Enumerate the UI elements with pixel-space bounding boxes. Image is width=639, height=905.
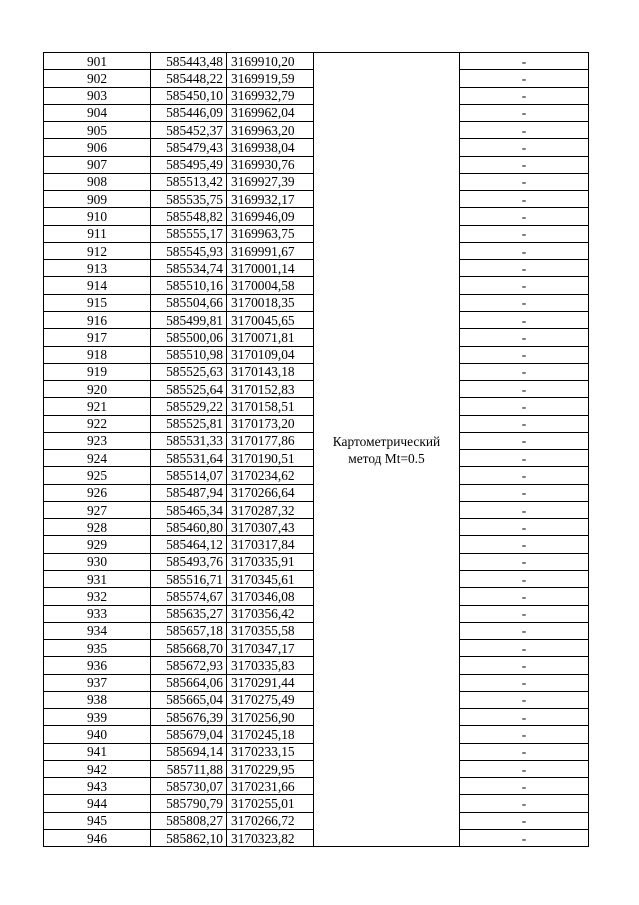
x-coordinate-cell: 585657,18 [151,622,227,639]
point-number-cell: 939 [44,709,151,726]
accuracy-cell: - [460,156,589,173]
point-number-cell: 931 [44,570,151,587]
x-coordinate-cell: 585443,48 [151,53,227,70]
point-number-cell: 940 [44,726,151,743]
accuracy-cell: - [460,104,589,121]
y-coordinate-cell: 3169932,17 [227,191,314,208]
x-coordinate-cell: 585531,64 [151,450,227,467]
x-coordinate-cell: 585555,17 [151,225,227,242]
y-coordinate-cell: 3170109,04 [227,346,314,363]
accuracy-cell: - [460,208,589,225]
accuracy-cell: - [460,743,589,760]
x-coordinate-cell: 585635,27 [151,605,227,622]
accuracy-cell: - [460,398,589,415]
point-number-cell: 913 [44,260,151,277]
y-coordinate-cell: 3170345,61 [227,570,314,587]
accuracy-cell: - [460,691,589,708]
y-coordinate-cell: 3170190,51 [227,450,314,467]
point-number-cell: 928 [44,519,151,536]
point-number-cell: 912 [44,242,151,259]
accuracy-cell: - [460,536,589,553]
x-coordinate-cell: 585862,10 [151,829,227,846]
x-coordinate-cell: 585479,43 [151,139,227,156]
accuracy-cell: - [460,173,589,190]
point-number-cell: 918 [44,346,151,363]
x-coordinate-cell: 585510,16 [151,277,227,294]
accuracy-cell: - [460,829,589,846]
y-coordinate-cell: 3170001,14 [227,260,314,277]
point-number-cell: 922 [44,415,151,432]
y-coordinate-cell: 3170229,95 [227,760,314,777]
point-number-cell: 908 [44,173,151,190]
x-coordinate-cell: 585460,80 [151,519,227,536]
point-number-cell: 946 [44,829,151,846]
accuracy-cell: - [460,415,589,432]
accuracy-cell: - [460,381,589,398]
x-coordinate-cell: 585495,49 [151,156,227,173]
x-coordinate-cell: 585493,76 [151,553,227,570]
x-coordinate-cell: 585487,94 [151,484,227,501]
x-coordinate-cell: 585510,98 [151,346,227,363]
y-coordinate-cell: 3169938,04 [227,139,314,156]
x-coordinate-cell: 585694,14 [151,743,227,760]
accuracy-cell: - [460,588,589,605]
y-coordinate-cell: 3170256,90 [227,709,314,726]
accuracy-cell: - [460,294,589,311]
accuracy-cell: - [460,311,589,328]
x-coordinate-cell: 585464,12 [151,536,227,553]
point-number-cell: 936 [44,657,151,674]
accuracy-cell: - [460,778,589,795]
accuracy-cell: - [460,329,589,346]
y-coordinate-cell: 3169962,04 [227,104,314,121]
y-coordinate-cell: 3170291,44 [227,674,314,691]
point-number-cell: 906 [44,139,151,156]
accuracy-cell: - [460,674,589,691]
x-coordinate-cell: 585500,06 [151,329,227,346]
x-coordinate-cell: 585574,67 [151,588,227,605]
x-coordinate-cell: 585545,93 [151,242,227,259]
y-coordinate-cell: 3170233,15 [227,743,314,760]
x-coordinate-cell: 585529,22 [151,398,227,415]
y-coordinate-cell: 3170071,81 [227,329,314,346]
x-coordinate-cell: 585448,22 [151,70,227,87]
x-coordinate-cell: 585679,04 [151,726,227,743]
y-coordinate-cell: 3169910,20 [227,53,314,70]
point-number-cell: 925 [44,467,151,484]
accuracy-cell: - [460,501,589,518]
y-coordinate-cell: 3170234,62 [227,467,314,484]
y-coordinate-cell: 3169963,75 [227,225,314,242]
y-coordinate-cell: 3170346,08 [227,588,314,605]
x-coordinate-cell: 585452,37 [151,122,227,139]
x-coordinate-cell: 585790,79 [151,795,227,812]
y-coordinate-cell: 3170004,58 [227,277,314,294]
x-coordinate-cell: 585531,33 [151,432,227,449]
coordinates-table-body [44,53,589,847]
y-coordinate-cell: 3170266,64 [227,484,314,501]
table-row [44,53,589,70]
accuracy-cell: - [460,225,589,242]
point-number-cell: 942 [44,760,151,777]
point-number-cell: 938 [44,691,151,708]
point-number-cell: 903 [44,87,151,104]
y-coordinate-cell: 3170355,58 [227,622,314,639]
accuracy-cell: - [460,122,589,139]
point-number-cell: 915 [44,294,151,311]
y-coordinate-cell: 3170287,32 [227,501,314,518]
y-coordinate-cell: 3170158,51 [227,398,314,415]
method-label-line2: метод Mt=0.5 [348,450,425,466]
x-coordinate-cell: 585730,07 [151,778,227,795]
accuracy-cell: - [460,657,589,674]
y-coordinate-cell: 3170255,01 [227,795,314,812]
accuracy-cell: - [460,242,589,259]
point-number-cell: 910 [44,208,151,225]
point-number-cell: 927 [44,501,151,518]
x-coordinate-cell: 585665,04 [151,691,227,708]
y-coordinate-cell: 3170173,20 [227,415,314,432]
x-coordinate-cell: 585668,70 [151,640,227,657]
y-coordinate-cell: 3170231,66 [227,778,314,795]
y-coordinate-cell: 3170347,17 [227,640,314,657]
x-coordinate-cell: 585446,09 [151,104,227,121]
y-coordinate-cell: 3169930,76 [227,156,314,173]
y-coordinate-cell: 3169946,09 [227,208,314,225]
y-coordinate-cell: 3170245,18 [227,726,314,743]
y-coordinate-cell: 3170307,43 [227,519,314,536]
point-number-cell: 905 [44,122,151,139]
x-coordinate-cell: 585516,71 [151,570,227,587]
point-number-cell: 916 [44,311,151,328]
point-number-cell: 921 [44,398,151,415]
point-number-cell: 920 [44,381,151,398]
point-number-cell: 911 [44,225,151,242]
point-number-cell: 933 [44,605,151,622]
y-coordinate-cell: 3170317,84 [227,536,314,553]
x-coordinate-cell: 585514,07 [151,467,227,484]
y-coordinate-cell: 3169919,59 [227,70,314,87]
y-coordinate-cell: 3170152,83 [227,381,314,398]
point-number-cell: 941 [44,743,151,760]
x-coordinate-cell: 585513,42 [151,173,227,190]
x-coordinate-cell: 585504,66 [151,294,227,311]
point-number-cell: 904 [44,104,151,121]
method-label-line1: Картометрический [332,433,441,449]
point-number-cell: 932 [44,588,151,605]
y-coordinate-cell: 3170275,49 [227,691,314,708]
x-coordinate-cell: 585525,64 [151,381,227,398]
accuracy-cell: - [460,53,589,70]
accuracy-cell: - [460,277,589,294]
accuracy-cell: - [460,570,589,587]
x-coordinate-cell: 585525,81 [151,415,227,432]
point-number-cell: 944 [44,795,151,812]
point-number-cell: 943 [44,778,151,795]
x-coordinate-cell: 585534,74 [151,260,227,277]
x-coordinate-cell: 585525,63 [151,363,227,380]
point-number-cell: 901 [44,53,151,70]
accuracy-cell: - [460,70,589,87]
y-coordinate-cell: 3170143,18 [227,363,314,380]
point-number-cell: 945 [44,812,151,829]
y-coordinate-cell: 3169991,67 [227,242,314,259]
point-number-cell: 934 [44,622,151,639]
accuracy-cell: - [460,87,589,104]
x-coordinate-cell: 585535,75 [151,191,227,208]
point-number-cell: 909 [44,191,151,208]
accuracy-cell: - [460,260,589,277]
accuracy-cell: - [460,519,589,536]
x-coordinate-cell: 585465,34 [151,501,227,518]
y-coordinate-cell: 3170356,42 [227,605,314,622]
coordinates-table [43,52,589,847]
y-coordinate-cell: 3170045,65 [227,311,314,328]
accuracy-cell: - [460,726,589,743]
x-coordinate-cell: 585711,88 [151,760,227,777]
y-coordinate-cell: 3169932,79 [227,87,314,104]
accuracy-cell: - [460,191,589,208]
accuracy-cell: - [460,139,589,156]
accuracy-cell: - [460,605,589,622]
point-number-cell: 935 [44,640,151,657]
x-coordinate-cell: 585548,82 [151,208,227,225]
point-number-cell: 914 [44,277,151,294]
x-coordinate-cell: 585664,06 [151,674,227,691]
y-coordinate-cell: 3170323,82 [227,829,314,846]
x-coordinate-cell: 585672,93 [151,657,227,674]
x-coordinate-cell: 585499,81 [151,311,227,328]
accuracy-cell: - [460,346,589,363]
point-number-cell: 917 [44,329,151,346]
point-number-cell: 907 [44,156,151,173]
accuracy-cell: - [460,467,589,484]
y-coordinate-cell: 3170335,91 [227,553,314,570]
point-number-cell: 919 [44,363,151,380]
x-coordinate-cell: 585676,39 [151,709,227,726]
accuracy-cell: - [460,363,589,380]
accuracy-cell: - [460,640,589,657]
point-number-cell: 924 [44,450,151,467]
point-number-cell: 937 [44,674,151,691]
y-coordinate-cell: 3169927,39 [227,173,314,190]
point-number-cell: 926 [44,484,151,501]
x-coordinate-cell: 585450,10 [151,87,227,104]
y-coordinate-cell: 3170018,35 [227,294,314,311]
accuracy-cell: - [460,553,589,570]
point-number-cell: 902 [44,70,151,87]
accuracy-cell: - [460,432,589,449]
accuracy-cell: - [460,812,589,829]
method-cell [314,53,460,847]
x-coordinate-cell: 585808,27 [151,812,227,829]
accuracy-cell: - [460,450,589,467]
point-number-cell: 923 [44,432,151,449]
accuracy-cell: - [460,795,589,812]
accuracy-cell: - [460,622,589,639]
accuracy-cell: - [460,760,589,777]
y-coordinate-cell: 3170335,83 [227,657,314,674]
point-number-cell: 930 [44,553,151,570]
accuracy-cell: - [460,709,589,726]
y-coordinate-cell: 3170177,86 [227,432,314,449]
accuracy-cell: - [460,484,589,501]
point-number-cell: 929 [44,536,151,553]
y-coordinate-cell: 3170266,72 [227,812,314,829]
y-coordinate-cell: 3169963,20 [227,122,314,139]
